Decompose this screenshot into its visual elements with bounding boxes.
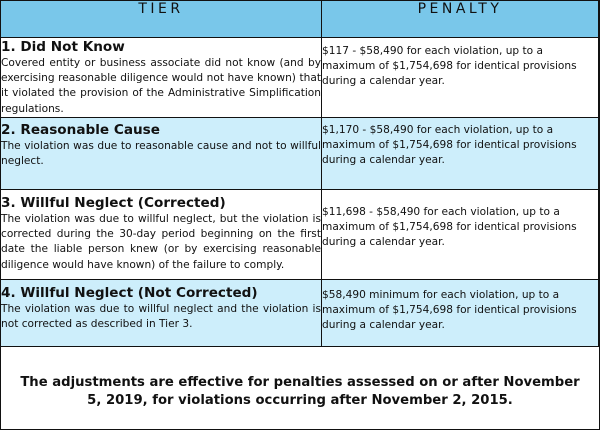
table-row-tier-4 — [1, 280, 599, 347]
penalty-cell — [322, 118, 599, 190]
tier-name: 4. Willful Neglect (Not Corrected) — [1, 285, 258, 301]
penalty-cell — [322, 190, 599, 280]
table-header-row — [1, 1, 599, 38]
penalty-text: $11,698 - $58,490 for each violation, up to a maximum of $1,754,698 for identical provisions during a calendar year. — [322, 206, 577, 249]
penalty-column-header: PENALTY — [322, 1, 599, 38]
penalty-text: $58,490 minimum for each violation, up to a maximum of $1,754,698 for identical provisions during a calendar year. — [322, 289, 577, 332]
tier-description: The violation was due to willful neglect, but the violation is corrected during the 30-day period beginning on the first date the liable person knew (or by exercising reasonable diligence would have known) of the failure to comply. — [1, 213, 321, 271]
tier-column-header: TIER — [1, 1, 322, 38]
footer-note — [0, 346, 600, 430]
footer-text: The adjustments are effective for penalties assessed on or after November 5, 2019, for violations occurring after November 2, 2015. — [20, 375, 580, 408]
tier-cell — [1, 280, 322, 347]
table-row-tier-1 — [1, 38, 599, 118]
penalty-cell — [322, 38, 599, 118]
penalty-cell — [322, 280, 599, 347]
tier-name: 3. Willful Neglect (Corrected) — [1, 195, 226, 211]
table-row-tier-3 — [1, 190, 599, 280]
penalty-text: $117 - $58,490 for each violation, up to a maximum of $1,754,698 for identical provisions during a calendar year. — [322, 45, 577, 88]
tier-cell — [1, 190, 322, 280]
tier-description: The violation was due to reasonable cause and not to willful neglect. — [1, 140, 321, 168]
table-row-tier-2 — [1, 118, 599, 190]
tier-cell — [1, 38, 322, 118]
tier-name: 1. Did Not Know — [1, 39, 125, 55]
penalty-text: $1,170 - $58,490 for each violation, up to a maximum of $1,754,698 for identical provisions during a calendar year. — [322, 124, 577, 167]
tier-name: 2. Reasonable Cause — [1, 122, 160, 138]
tier-cell — [1, 118, 322, 190]
tier-description: Covered entity or business associate did not know (and by exercising reasonable diligence would not have known) that it violated the provision of the Administrative Simplification regulations. — [1, 57, 321, 115]
tier-description: The violation was due to willful neglect and the violation is not corrected as described in Tier 3. — [1, 303, 321, 331]
